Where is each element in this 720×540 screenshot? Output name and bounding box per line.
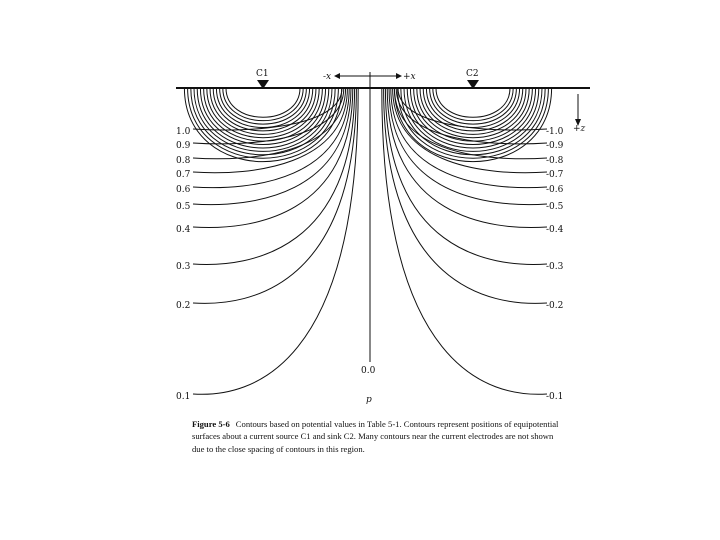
left-potential-label: 0.4: [176, 225, 191, 235]
left-potential-label: 0.7: [176, 170, 191, 180]
right-potential-label: -0.2: [546, 301, 564, 311]
left-contour-group: [184, 88, 358, 394]
pos-x-label: +x: [403, 72, 416, 82]
pos-z-label: +z: [573, 124, 586, 134]
left-potential-label: 0.1: [176, 392, 191, 402]
left-electrode-contour: [204, 88, 323, 141]
left-potential-label: 0.8: [176, 156, 191, 166]
right-potential-label: -0.4: [546, 225, 564, 235]
point-p-label: p: [366, 395, 372, 405]
left-potential-label: 0.6: [176, 185, 191, 195]
right-contour-group: [382, 88, 552, 394]
caption-label: Figure 5-6: [192, 419, 230, 429]
left-potential-label: 0.9: [176, 141, 191, 151]
right-electrode-contour: [404, 88, 542, 151]
right-potential-label: -0.7: [546, 170, 564, 180]
left-electrode-contour: [226, 88, 300, 117]
right-potential-label: -1.0: [546, 127, 564, 137]
right-potential-label: -0.8: [546, 156, 564, 166]
caption-body: Contours based on potential values in Table 5-1. Contours represent positions of equipotential surfaces about a current source C1 and sink C2. Many contours near the current electrodes are not shown due to the close spacing of contours in this region.: [192, 419, 559, 454]
figure-caption: [192, 418, 567, 455]
left-potential-label: 1.0: [176, 127, 191, 137]
left-contour: [193, 88, 358, 394]
right-potential-label: -0.1: [546, 392, 564, 402]
electrode-c2-label: C2: [466, 69, 479, 79]
right-electrode-contour: [414, 88, 533, 141]
zero-potential-value: 0.0: [361, 366, 376, 376]
left-label-group: [176, 127, 191, 402]
right-potential-label: -0.9: [546, 141, 564, 151]
right-potential-label: -0.6: [546, 185, 564, 195]
right-potential-label: -0.3: [546, 262, 564, 272]
right-label-group: [546, 127, 564, 402]
x-axis-left-arrowhead: [334, 73, 340, 79]
x-axis-right-arrowhead: [396, 73, 402, 79]
left-potential-label: 0.5: [176, 202, 191, 212]
right-potential-label: -0.5: [546, 202, 564, 212]
electrode-c1-label: C1: [256, 69, 269, 79]
left-potential-label: 0.2: [176, 301, 191, 311]
left-potential-label: 0.3: [176, 262, 191, 272]
neg-x-label: -x: [323, 72, 332, 82]
right-electrode-contour: [436, 88, 510, 117]
